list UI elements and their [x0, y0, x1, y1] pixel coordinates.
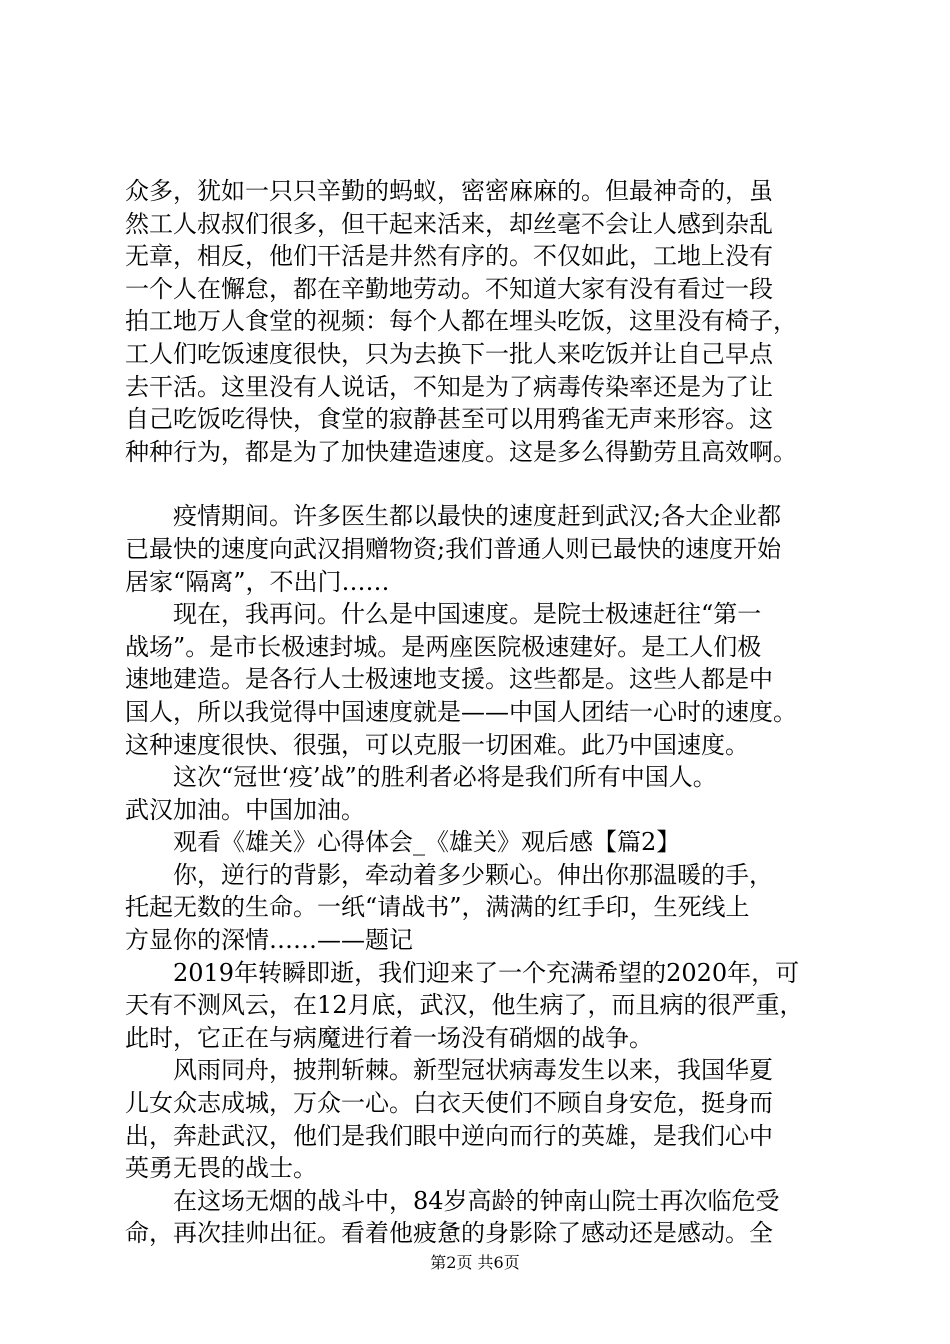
paragraph: 你，逆行的背影，牵动着多少颗心。伸出你那温暖的手， 托起无数的生命。一纸“请战书”，满满的红手印，生死线上 方显你的深情……——题记 — [125, 860, 773, 955]
paragraph: 众多，犹如一只只辛勤的蚂蚁，密密麻麻的。但最神奇的，虽 然工人叔叔们很多，但干起来活来，却丝毫不会让人感到杂乱 无章，相反，他们干活是井然有序的。不仅如此，工地上没有 一个人在懈怠，都在辛勤地劳动。不知道大家有没有看过一段 拍工地万人食堂的视频：每个人都在埋头吃饭，这里没有椅子， 工人们吃饭速度很快，只为去换下一批人来吃饭并让自己早点 去干活。这里没有人说话，不知是为了病毒传染率还是为了让 自己吃饭吃得快，食堂的寂静甚至可以用鸦雀无声来形容。这 种种行为，都是为了加快建造速度。这是多么得勤劳且高效啊。 — [125, 177, 797, 466]
document-body — [125, 175, 845, 1250]
paragraph: 2019年转瞬即逝，我们迎来了一个充满希望的2020年，可 天有不测风云，在12月底，武汉，他生病了，而且病的很严重， 此时，它正在与病魔进行着一场没有硝烟的战争。 — [125, 958, 804, 1052]
paragraph: 风雨同舟，披荆斩棘。新型冠状病毒发生以来，我国华夏 儿女众志成城，万众一心。白衣天使们不顾自身安危，挺身而 出，奔赴武汉，他们是我们眼中逆向而行的英雄，是我们心中 英勇无畏的战士。 — [125, 1056, 773, 1183]
page-footer: 第2页 共6页 — [430, 1253, 520, 1272]
paragraph-gap — [125, 468, 845, 500]
section-title: 观看《雄关》心得体会_《雄关》观后感【篇2】 — [125, 828, 681, 857]
paragraph: 现在，我再问。什么是中国速度。是院士极速赶往“第一 战场”。是市长极速封城。是两座医院极速建好。是工人们极 速地建造。是各行人士极速地支援。这些都是。这些人都是中 国人，所以我觉得中国速度就是——中国人团结一心时的速度。 这种速度很快、很强，可以克服一切困难。此乃中国速度。 — [125, 600, 797, 759]
paragraph: 疫情期间。许多医生都以最快的速度赶到武汉;各大企业都 已最快的速度向武汉捐赠物资;我们普通人则已最快的速度开始 居家“隔离”，不出门…… — [125, 502, 782, 596]
paragraph: 这次“冠世‘疫’战”的胜利者必将是我们所有中国人。 武汉加油。中国加油。 — [125, 763, 717, 824]
paragraph: 在这场无烟的战斗中，84岁高龄的钟南山院士再次临危受 命，再次挂帅出征。看着他疲惫的身影除了感动还是感动。全 — [125, 1186, 780, 1248]
